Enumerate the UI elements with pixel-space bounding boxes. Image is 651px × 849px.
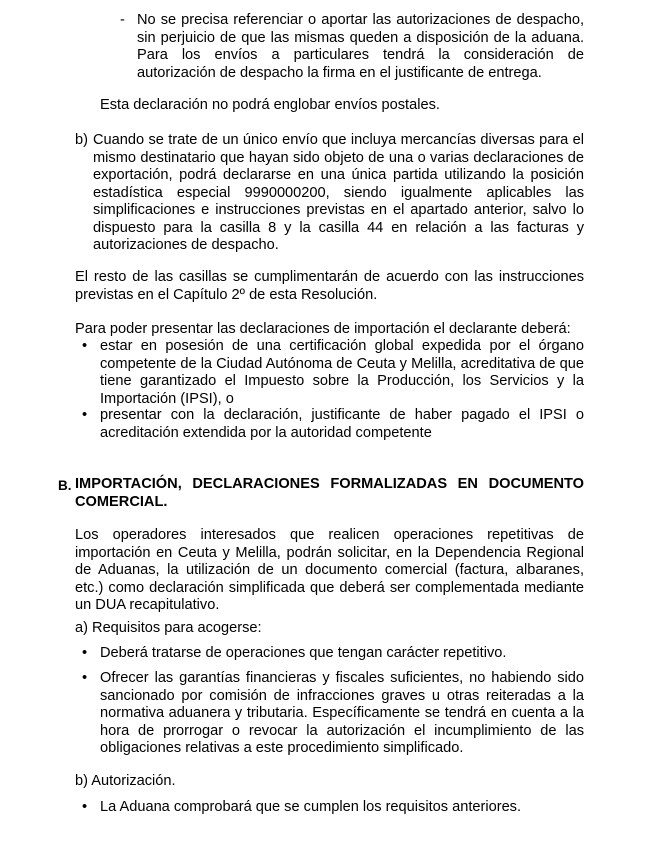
authorization-heading: b) Autorización. — [75, 773, 176, 789]
bullet-icon: • — [82, 799, 88, 815]
requirements-heading: a) Requisitos para acogerse: — [75, 620, 262, 636]
item-b-text: Cuando se trate de un único envío que incluya mercancías diversas para el mismo destinatario que hayan sido objeto de una o varias declaraciones de exportación, podrá declararse en una única partida utilizando la posición estadística especial 9990000200, siendo igualmente aplicables las simplificaciones e instrucciones previstas en el apartado anterior, salvo lo dispuesto para la casilla 8 y la casilla 44 en relación a las facturas y autorizaciones de despacho. — [93, 132, 584, 253]
postal-note: Esta declaración no podrá englobar envíos postales. — [100, 97, 440, 113]
section-title: IMPORTACIÓN, DECLARACIONES FORMALIZADAS EN DOCUMENTO COMERCIAL. — [75, 476, 584, 510]
bullet-icon: • — [82, 407, 88, 423]
bullet-icon: • — [82, 670, 88, 686]
import-bullet-1: estar en posesión de una certificación global expedida por el órgano competente de la Ciudad Autónoma de Ceuta y Melilla, acreditativa de que tiene garantizado el Impuesto sobre la Producción, los Servicios y la Importación (IPSI), o — [100, 338, 584, 407]
import-bullet-2: presentar con la declaración, justificante de haber pagado el IPSI o acreditación extendida por la autoridad competente — [100, 407, 584, 441]
requirement-bullet-2: Ofrecer las garantías financieras y fiscales suficientes, no habiendo sido sancionado por comisión de infracciones graves u otras reiteradas a la normativa aduanera y tributaria. Específicamente se tendrá en cuenta a la hora de prorrogar o revocar la autorización el incumplimiento de las obligaciones relativas a este procedimiento simplificado. — [100, 670, 584, 756]
section-letter: B. — [58, 478, 72, 493]
bullet-icon: • — [82, 338, 88, 354]
item-b-marker: b) — [75, 132, 88, 148]
operators-paragraph: Los operadores interesados que realicen operaciones repetitivas de importación en Ceuta y Melilla, podrán solicitar, en la Dependencia Regional de Aduanas, la utilización de un documento comercial (factura, albaranes, etc.) como declaración simplificada que deberá ser complementada mediante un DUA recapitulativo. — [75, 527, 584, 613]
bullet-icon: • — [82, 645, 88, 661]
dash-marker: - — [120, 12, 125, 28]
dash-item-text: No se precisa referenciar o aportar las autorizaciones de despacho, sin perjuicio de que las mismas queden a disposición de la aduana. Para los envíos a particulares tendrá la consideración de autorización de despacho la firma en el justificante de entrega. — [137, 12, 584, 81]
rest-paragraph: El resto de las casillas se cumplimentarán de acuerdo con las instrucciones previstas en el Capítulo 2º de esta Resolución. — [75, 269, 584, 303]
requirement-bullet-1: Deberá tratarse de operaciones que tengan carácter repetitivo. — [100, 645, 507, 661]
authorization-bullet-1: La Aduana comprobará que se cumplen los requisitos anteriores. — [100, 799, 522, 815]
import-intro: Para poder presentar las declaraciones de importación el declarante deberá: — [75, 321, 571, 337]
